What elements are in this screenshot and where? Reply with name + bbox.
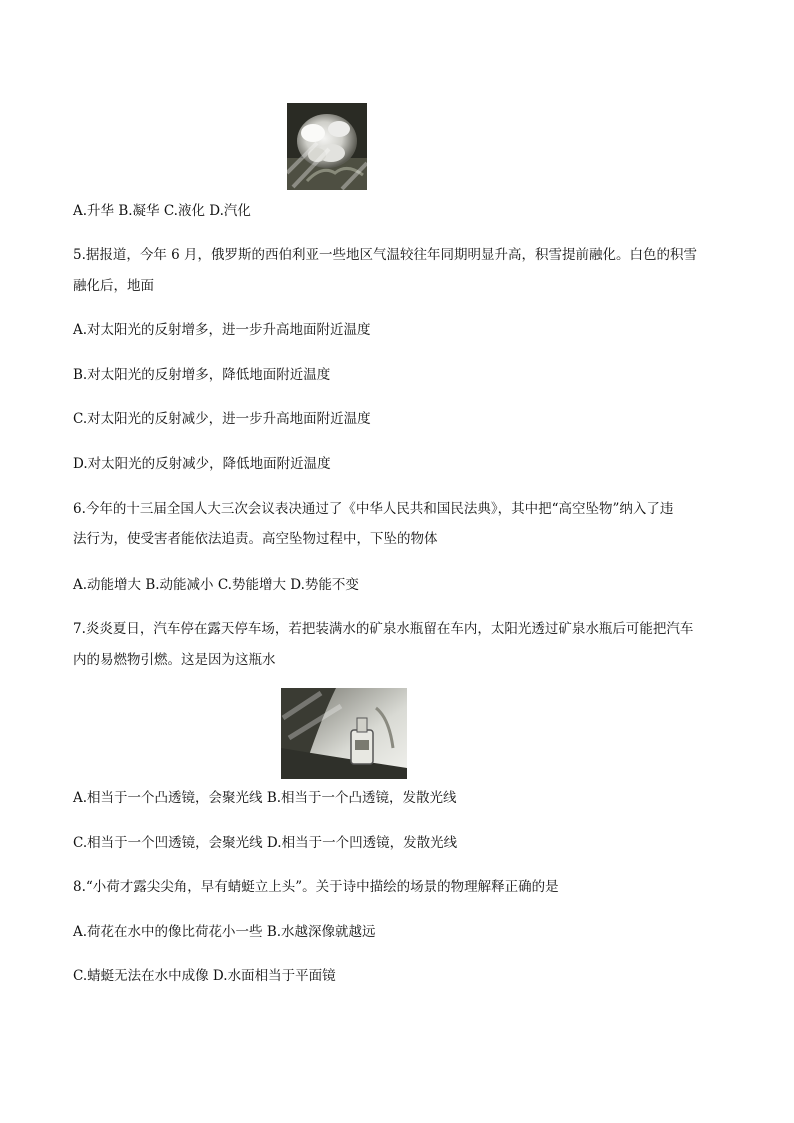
q5-option-b: B.对太阳光的反射增多，降低地面附近温度 [73, 367, 331, 383]
q6-options: A.动能增大 B.动能减小 C.势能增大 D.势能不变 [73, 577, 359, 593]
car-bottle-image [281, 688, 407, 779]
q5-option-a: A.对太阳光的反射增多，进一步升高地面附近温度 [73, 322, 371, 338]
q7-stem-line2: 内的易燃物引燃。这是因为这瓶水 [73, 652, 276, 668]
q7-options-line2: C.相当于一个凹透镜，会聚光线 D.相当于一个凹透镜，发散光线 [73, 835, 458, 851]
q7-options-line1: A.相当于一个凸透镜，会聚光线 B.相当于一个凸透镜，发散光线 [73, 790, 457, 806]
q5-stem-line2: 融化后，地面 [73, 278, 154, 294]
car-bottle-photo [281, 688, 407, 779]
q8-stem: 8.“小荷才露尖尖角，早有蜻蜓立上头”。关于诗中描绘的场景的物理解释正确的是 [73, 879, 559, 895]
q5-stem-line1: 5.据报道，今年 6 月，俄罗斯的西伯利亚一些地区气温较往年同期明显升高，积雪提前融化。白色的积雪 [73, 247, 698, 263]
frost-flower-photo [287, 103, 367, 190]
q5-option-d: D.对太阳光的反射减少，降低地面附近温度 [73, 456, 331, 472]
q4-options: A.升华 B.凝华 C.液化 D.汽化 [73, 203, 251, 219]
q7-stem-line1: 7.炎炎夏日，汽车停在露天停车场，若把装满水的矿泉水瓶留在车内，太阳光透过矿泉水瓶后可能把汽车 [73, 621, 694, 637]
q8-options-line2: C.蜻蜓无法在水中成像 D.水面相当于平面镜 [73, 968, 336, 984]
q5-option-c: C.对太阳光的反射减少，进一步升高地面附近温度 [73, 411, 371, 427]
q6-stem-line1: 6.今年的十三届全国人大三次会议表决通过了《中华人民共和国民法典》，其中把“高空坠物”纳入了违 [73, 501, 674, 517]
frost-flower-image [287, 103, 367, 190]
q6-stem-line2: 法行为，使受害者能依法追责。高空坠物过程中，下坠的物体 [73, 531, 438, 547]
q8-options-line1: A.荷花在水中的像比荷花小一些 B.水越深像就越远 [73, 924, 376, 940]
